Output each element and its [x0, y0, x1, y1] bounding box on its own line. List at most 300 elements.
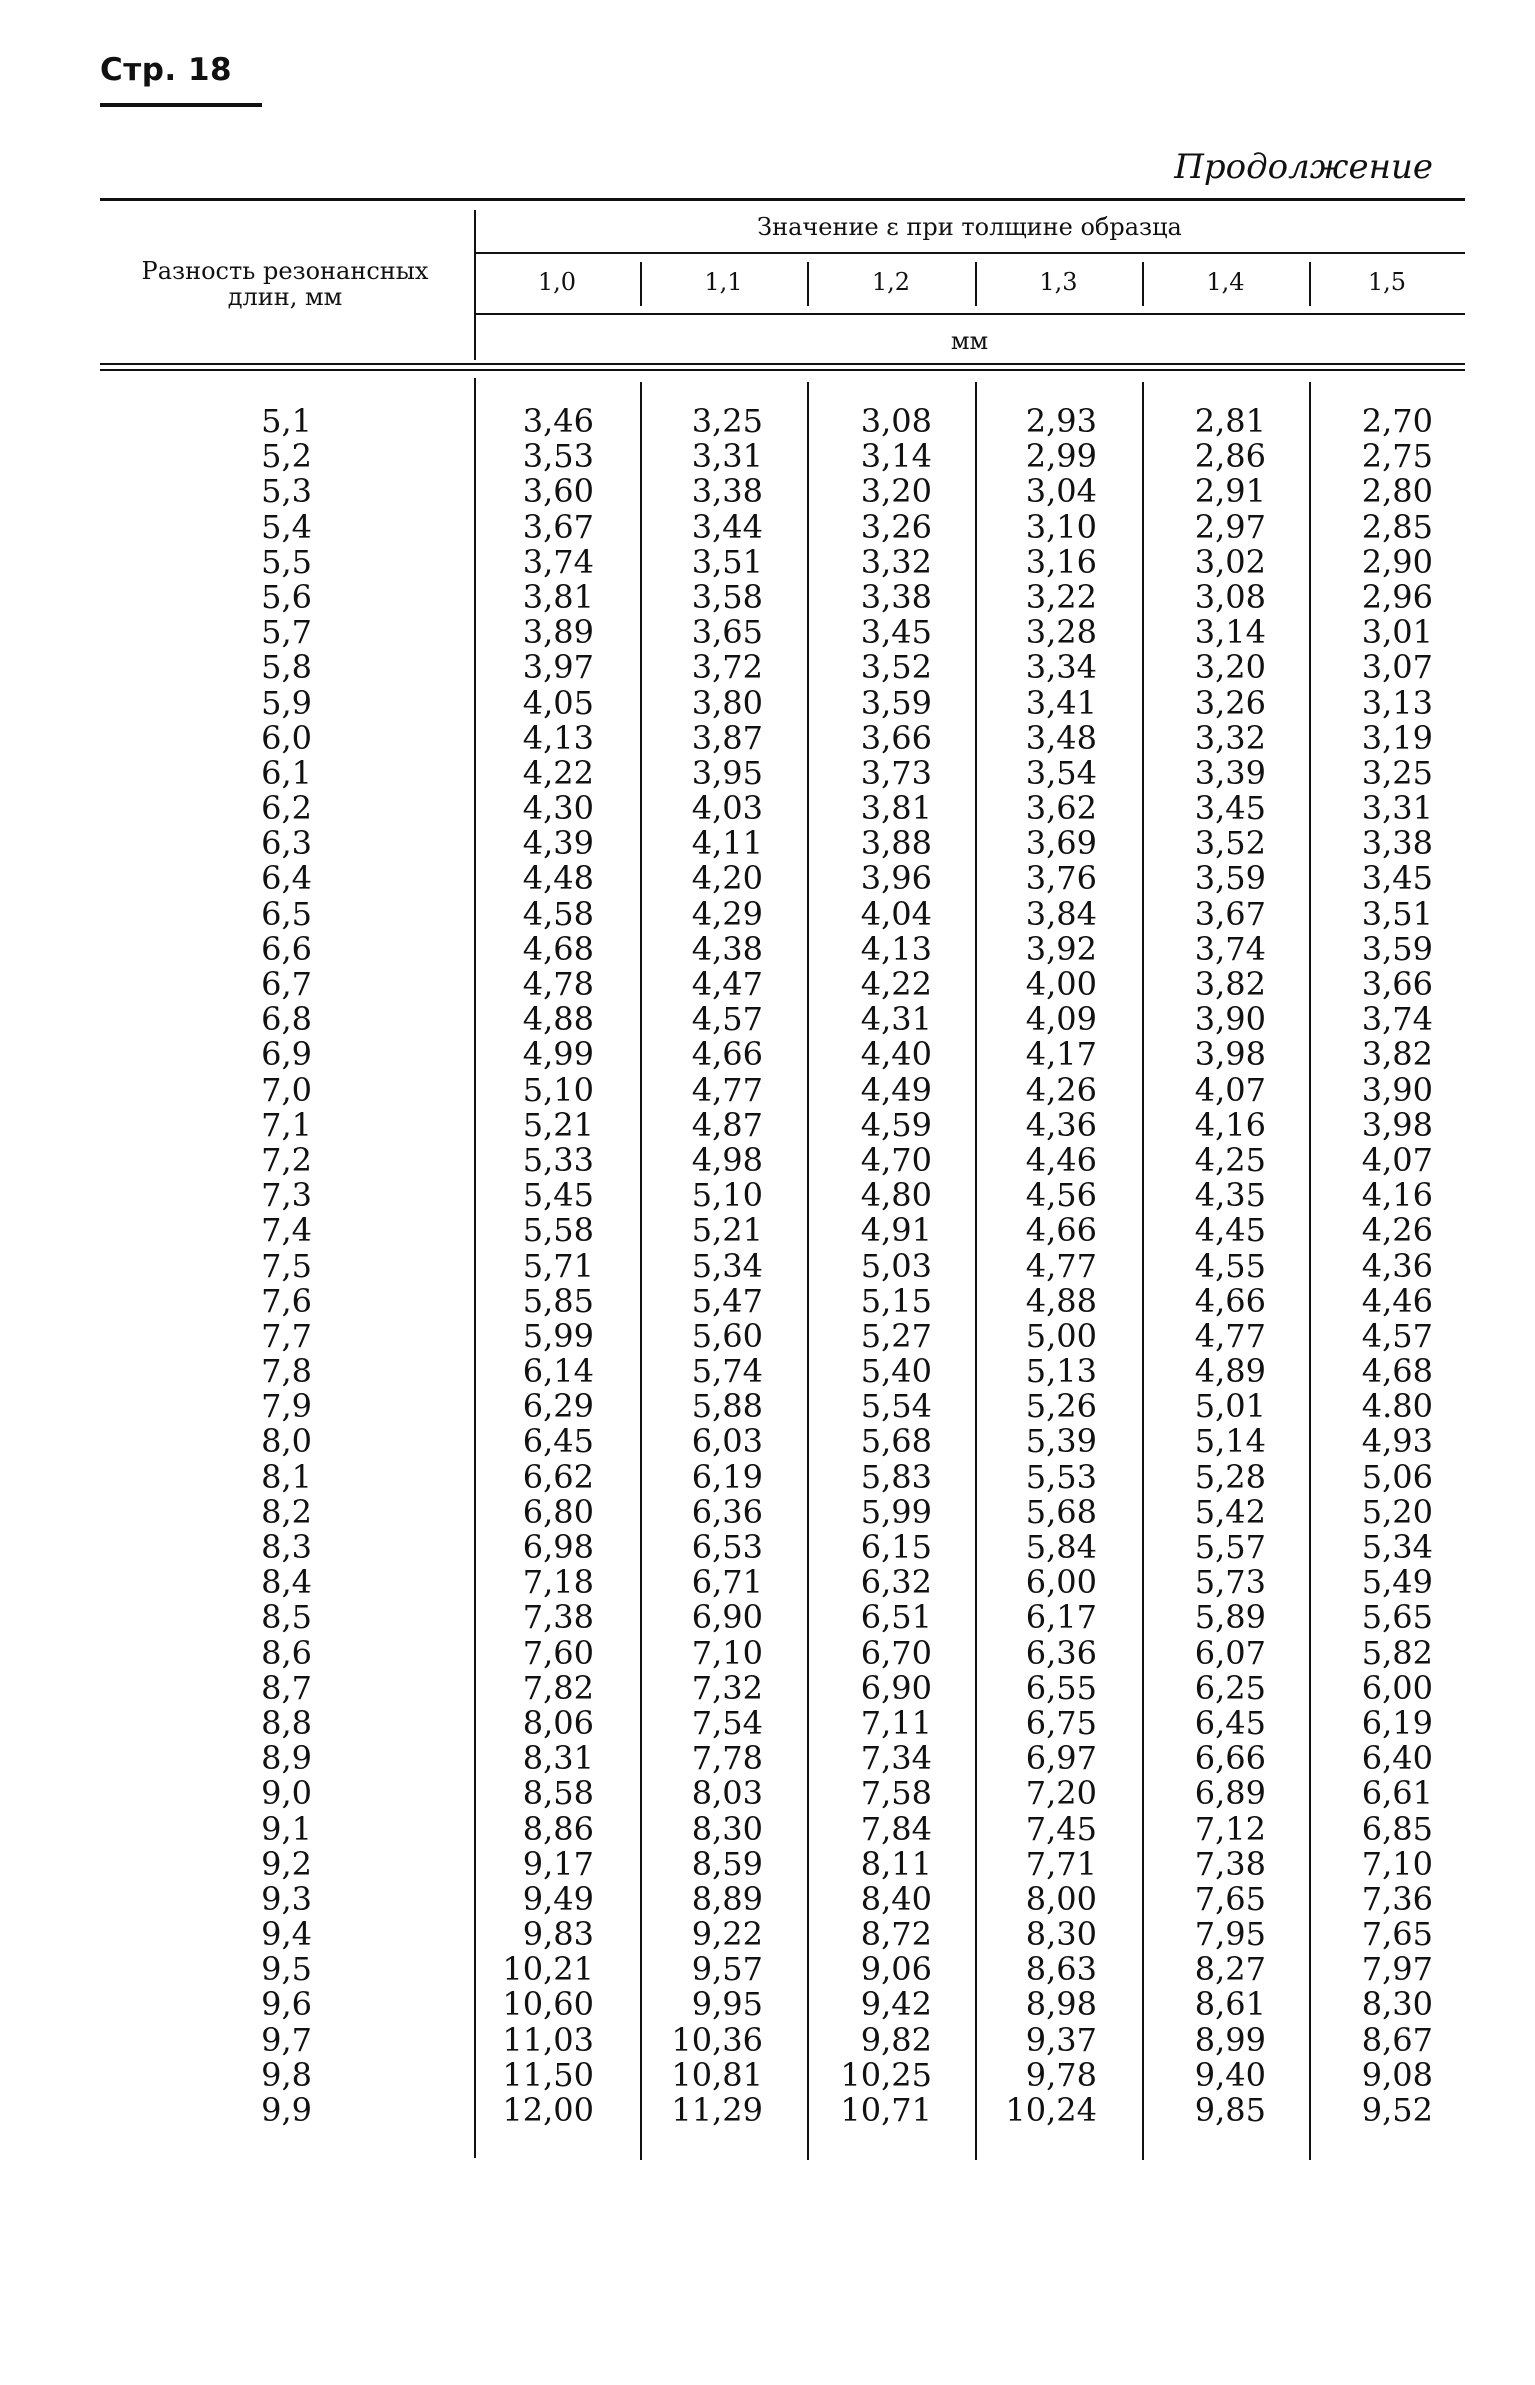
table-cell: 3,25 [1361, 753, 1433, 792]
table-cell: 4,98 [691, 1140, 763, 1179]
table-cell: 6,19 [1361, 1703, 1433, 1742]
table-cell: 5,53 [1025, 1457, 1097, 1496]
table-cell: 7,10 [691, 1633, 763, 1672]
table-cell: 6,00 [1025, 1563, 1097, 1602]
table-cell: 3,73 [860, 753, 932, 792]
table-cell: 3,51 [1361, 894, 1433, 933]
table-cell: 8,40 [860, 1879, 932, 1918]
table-cell: 2,81 [1194, 402, 1266, 440]
table-cell: 6,75 [1025, 1703, 1097, 1742]
row-label-cell: 9,2 [261, 1844, 312, 1883]
table-cell: 3,88 [860, 824, 932, 863]
table-cell: 5,33 [522, 1140, 594, 1179]
row-label-cell: 7,2 [261, 1140, 312, 1179]
table-cell: 5,20 [1361, 1492, 1433, 1531]
row-label-cell: 6,3 [261, 824, 312, 863]
table-cell: 6,90 [691, 1598, 763, 1637]
table-cell: 4,78 [522, 965, 594, 1003]
table-cell: 10,81 [671, 2055, 763, 2094]
row-label-cell: 8,1 [261, 1457, 312, 1496]
table-cell: 3,60 [522, 472, 594, 511]
table-cell: 5,34 [1361, 1528, 1433, 1566]
table-cell: 5,74 [691, 1352, 763, 1391]
table-cell: 9,06 [860, 1950, 932, 1989]
table-cell: 2,99 [1025, 437, 1097, 476]
table-cell: 3,98 [1361, 1105, 1433, 1144]
table-cell: 11,29 [671, 2091, 763, 2129]
table-cell: 7,95 [1194, 1915, 1266, 1954]
row-label-cell: 7,3 [261, 1176, 312, 1215]
row-label-cell: 8,0 [261, 1422, 312, 1461]
table-cell: 4,91 [860, 1211, 932, 1250]
table-cell: 3,82 [1361, 1035, 1433, 1074]
table-cell: 5,10 [691, 1176, 763, 1215]
table-cell: 8,72 [860, 1915, 932, 1954]
table-cell: 7,97 [1361, 1950, 1433, 1989]
table-cell: 7,84 [860, 1809, 932, 1848]
row-label-cell: 5,8 [261, 648, 312, 687]
table-cell: 3,62 [1025, 789, 1097, 828]
thickness-column-header: 1,2 [871, 268, 911, 296]
table-cell: 5,60 [691, 1316, 763, 1355]
row-label-cell: 6,0 [261, 718, 312, 757]
table-cell: 4.80 [1361, 1387, 1433, 1426]
table-cell: 6,36 [691, 1492, 763, 1531]
table-cell: 3,39 [1194, 753, 1266, 792]
table-cell: 4,89 [1194, 1352, 1266, 1391]
table-cell: 9,17 [522, 1844, 594, 1883]
table-cell: 8,03 [691, 1774, 763, 1813]
table-cell: 3,81 [522, 577, 594, 616]
table-cell: 5,14 [1194, 1422, 1266, 1461]
table-cell: 4,00 [1025, 965, 1097, 1003]
table-cell: 7,12 [1194, 1809, 1266, 1848]
table-cell: 3,53 [522, 437, 594, 476]
table-cell: 3,20 [860, 472, 932, 511]
table-cell: 3,52 [1194, 824, 1266, 863]
thickness-column-header: 1,5 [1367, 268, 1407, 296]
table-cell: 7,36 [1361, 1879, 1433, 1918]
table-cell: 3,02 [1194, 542, 1266, 581]
epsilon-column [613, 404, 763, 2128]
table-cell: 3,08 [860, 402, 932, 440]
header-bottom-rule-2 [100, 369, 1465, 371]
table-cell: 3,87 [691, 718, 763, 757]
table-cell: 9,49 [522, 1879, 594, 1918]
table-cell: 3,72 [691, 648, 763, 687]
table-cell: 4,66 [1025, 1211, 1097, 1250]
row-label-cell: 9,4 [261, 1915, 312, 1954]
table-cell: 3,95 [691, 753, 763, 792]
table-cell: 3,26 [860, 507, 932, 546]
group-header-title: Значение ε при толщине образца [757, 213, 1182, 241]
table-cell: 5,83 [860, 1457, 932, 1496]
table-cell: 3,54 [1025, 753, 1097, 792]
table-cell: 5,26 [1025, 1387, 1097, 1426]
page-number: Стр. 18 [100, 52, 233, 88]
table-cell: 6,29 [522, 1387, 594, 1426]
table-cell: 6,45 [522, 1422, 594, 1461]
row-label-cell: 6,4 [261, 859, 312, 898]
row-label-cell: 6,5 [261, 894, 312, 933]
table-cell: 3,76 [1025, 859, 1097, 898]
table-cell: 7,10 [1361, 1844, 1433, 1883]
thickness-column-header: 1,1 [704, 268, 743, 296]
table-cell: 5,58 [522, 1211, 594, 1250]
table-cell: 3,66 [860, 718, 932, 757]
table-cell: 2,80 [1361, 472, 1433, 511]
table-cell: 4,57 [1361, 1316, 1433, 1355]
table-cell: 5,01 [1194, 1387, 1266, 1426]
table-cell: 4,47 [691, 965, 763, 1003]
table-cell: 8,86 [522, 1809, 594, 1848]
row-label-cell: 6,8 [261, 1000, 312, 1039]
table-cell: 4,99 [522, 1035, 594, 1074]
table-cell: 3,96 [860, 859, 932, 898]
table-cell: 6,40 [1361, 1739, 1433, 1778]
table-cell: 5,57 [1194, 1528, 1266, 1566]
table-cell: 5,68 [1025, 1492, 1097, 1531]
table-cell: 6,51 [860, 1598, 932, 1637]
table-cell: 4,30 [522, 789, 594, 828]
table-cell: 4,46 [1025, 1140, 1097, 1179]
table-cell: 5,15 [860, 1281, 932, 1320]
row-label-cell: 7,1 [261, 1105, 312, 1144]
table-cell: 2,75 [1361, 437, 1433, 476]
row-header-label: Разность резонансных длин, мм [141, 257, 429, 311]
table-cell: 3,97 [522, 648, 594, 687]
table-cell: 2,90 [1361, 542, 1433, 581]
table-cell: 4,49 [860, 1070, 932, 1109]
table-cell: 4,93 [1361, 1422, 1433, 1461]
table-cell: 11,03 [502, 2020, 594, 2059]
table-cell: 3,48 [1025, 718, 1097, 757]
unit-label: мм [950, 327, 989, 355]
table-cell: 5,99 [522, 1316, 594, 1355]
table-cell: 9,22 [691, 1915, 763, 1954]
table-cell: 8,27 [1194, 1950, 1266, 1989]
row-label-cell: 5,7 [261, 613, 312, 652]
table-cell: 5,42 [1194, 1492, 1266, 1531]
table-cell: 4,48 [522, 859, 594, 898]
table-cell: 4,80 [860, 1176, 932, 1215]
row-label-cell: 8,2 [261, 1492, 312, 1531]
table-cell: 4,38 [691, 929, 763, 968]
row-label-cell: 7,8 [261, 1352, 312, 1391]
table-cell: 6,97 [1025, 1739, 1097, 1778]
table-cell: 2,70 [1361, 402, 1433, 440]
table-cell: 11,50 [502, 2055, 594, 2094]
table-cell: 3,92 [1025, 929, 1097, 968]
table-cell: 2,96 [1361, 577, 1433, 616]
table-cell: 4,36 [1361, 1246, 1433, 1285]
table-cell: 5,21 [691, 1211, 763, 1250]
table-cell: 3,26 [1194, 683, 1266, 722]
table-cell: 4,03 [691, 789, 763, 828]
row-label-cell: 5,9 [261, 683, 312, 722]
row-label-cell: 9,8 [261, 2055, 312, 2094]
table-cell: 10,21 [502, 1950, 594, 1989]
table-cell: 4,11 [691, 824, 763, 863]
table-cell: 6,17 [1025, 1598, 1097, 1637]
row-label-cell: 8,4 [261, 1563, 312, 1602]
table-cell: 3,74 [522, 542, 594, 581]
table-cell: 6,14 [522, 1352, 594, 1391]
table-cell: 6,55 [1025, 1668, 1097, 1707]
table-cell: 3,67 [522, 507, 594, 546]
table-cell: 4,56 [1025, 1176, 1097, 1215]
table-cell: 8,99 [1194, 2020, 1266, 2059]
table-cell: 8,06 [522, 1703, 594, 1742]
table-cell: 6,25 [1194, 1668, 1266, 1707]
table-cell: 4,77 [1194, 1316, 1266, 1355]
table-cell: 4,31 [860, 1000, 932, 1039]
table-cell: 3,16 [1025, 542, 1097, 581]
table-cell: 6,85 [1361, 1809, 1433, 1848]
table-cell: 3,89 [522, 613, 594, 652]
thickness-column-header: 1,4 [1206, 268, 1245, 296]
table-cell: 3,13 [1361, 683, 1433, 722]
row-label-cell: 9,6 [261, 1985, 312, 2024]
table-cell: 4,46 [1361, 1281, 1433, 1320]
row-label-cell: 7,0 [261, 1070, 312, 1109]
row-label-cell: 7,9 [261, 1387, 312, 1426]
table-cell: 5,85 [522, 1281, 594, 1320]
table-cell: 6,19 [691, 1457, 763, 1496]
table-cell: 4,36 [1025, 1105, 1097, 1144]
table-cell: 3,52 [860, 648, 932, 687]
table-cell: 5,39 [1025, 1422, 1097, 1461]
table-cell: 4,68 [1361, 1352, 1433, 1391]
table-cell: 2,86 [1194, 437, 1266, 476]
table-cell: 4,55 [1194, 1246, 1266, 1285]
table-cell: 2,91 [1194, 472, 1266, 511]
table-cell: 4,45 [1194, 1211, 1266, 1250]
table-cell: 3,19 [1361, 718, 1433, 757]
table-cell: 7,54 [691, 1703, 763, 1742]
table-cell: 4,22 [860, 965, 932, 1003]
epsilon-column [444, 404, 594, 2128]
resonance-difference-column [162, 404, 312, 2128]
table-cell: 3,84 [1025, 894, 1097, 933]
table-cell: 3,25 [691, 402, 763, 440]
table-cell: 6,62 [522, 1457, 594, 1496]
table-cell: 9,37 [1025, 2020, 1097, 2059]
row-label-cell: 8,7 [261, 1668, 312, 1707]
table-cell: 4,29 [691, 894, 763, 933]
table-cell: 3,45 [1194, 789, 1266, 828]
table-cell: 5,10 [522, 1070, 594, 1109]
row-label-cell: 5,5 [261, 542, 312, 581]
table-cell: 9,82 [860, 2020, 932, 2059]
table-cell: 2,85 [1361, 507, 1433, 546]
table-cell: 3,59 [860, 683, 932, 722]
table-cell: 7,18 [522, 1563, 594, 1602]
table-cell: 9,78 [1025, 2055, 1097, 2094]
table-cell: 3,32 [1194, 718, 1266, 757]
table-cell: 6,53 [691, 1528, 763, 1566]
table-cell: 4,26 [1361, 1211, 1433, 1250]
thickness-header-rule [474, 313, 1465, 315]
table-cell: 5,45 [522, 1176, 594, 1215]
table-cell: 6,90 [860, 1668, 932, 1707]
table-cell: 12,00 [502, 2091, 594, 2129]
row-label-cell: 8,8 [261, 1703, 312, 1742]
row-label-cell: 7,5 [261, 1246, 312, 1285]
table-cell: 7,65 [1194, 1879, 1266, 1918]
table-cell: 4,26 [1025, 1070, 1097, 1109]
table-cell: 3,08 [1194, 577, 1266, 616]
table-cell: 4,13 [860, 929, 932, 968]
table-cell: 10,60 [502, 1985, 594, 2024]
table-cell: 5,21 [522, 1105, 594, 1144]
table-cell: 3,01 [1361, 613, 1433, 652]
table-cell: 6,66 [1194, 1739, 1266, 1778]
table-cell: 6,70 [860, 1633, 932, 1672]
table-cell: 10,36 [671, 2020, 763, 2059]
table-cell: 3,28 [1025, 613, 1097, 652]
table-cell: 4,58 [522, 894, 594, 933]
table-cell: 5,13 [1025, 1352, 1097, 1391]
table-cell: 4,40 [860, 1035, 932, 1074]
row-label-cell: 6,6 [261, 929, 312, 968]
table-cell: 5,71 [522, 1246, 594, 1285]
table-cell: 8,63 [1025, 1950, 1097, 1989]
table-cell: 10,25 [840, 2055, 932, 2094]
row-label-cell: 8,5 [261, 1598, 312, 1637]
table-cell: 3,90 [1194, 1000, 1266, 1039]
table-cell: 9,83 [522, 1915, 594, 1954]
table-cell: 7,71 [1025, 1844, 1097, 1883]
table-cell: 4,16 [1194, 1105, 1266, 1144]
epsilon-column [1116, 404, 1266, 2128]
table-cell: 3,58 [691, 577, 763, 616]
table-cell: 7,58 [860, 1774, 932, 1813]
table-cell: 4,57 [691, 1000, 763, 1039]
table-cell: 8,30 [1025, 1915, 1097, 1954]
table-cell: 6,80 [522, 1492, 594, 1531]
epsilon-column [1283, 404, 1433, 2128]
table-cell: 6,98 [522, 1528, 594, 1566]
group-header-rule [474, 252, 1465, 254]
table-cell: 8,67 [1361, 2020, 1433, 2059]
table-cell: 5,73 [1194, 1563, 1266, 1602]
row-label-cell: 6,7 [261, 965, 312, 1003]
thickness-column-header: 1,0 [537, 268, 577, 296]
table-cell: 5,82 [1361, 1633, 1433, 1672]
row-label-cell: 7,4 [261, 1211, 312, 1250]
table-cell: 4,87 [691, 1105, 763, 1144]
table-cell: 3,31 [1361, 789, 1433, 828]
table-cell: 4,39 [522, 824, 594, 863]
table-cell: 8,59 [691, 1844, 763, 1883]
table-cell: 6,61 [1361, 1774, 1433, 1813]
table-cell: 4,20 [691, 859, 763, 898]
table-cell: 5,03 [860, 1246, 932, 1285]
table-cell: 3,14 [1194, 613, 1266, 652]
table-cell: 5,65 [1361, 1598, 1433, 1637]
table-cell: 3,34 [1025, 648, 1097, 687]
table-cell: 8,61 [1194, 1985, 1266, 2024]
table-cell: 5,40 [860, 1352, 932, 1391]
table-cell: 4,77 [1025, 1246, 1097, 1285]
row-label-cell: 8,6 [261, 1633, 312, 1672]
table-cell: 6,15 [860, 1528, 932, 1566]
table-cell: 4,35 [1194, 1176, 1266, 1215]
table-cell: 3,74 [1361, 1000, 1433, 1039]
table-cell: 2,93 [1025, 402, 1097, 440]
table-cell: 3,51 [691, 542, 763, 581]
table-cell: 4,88 [1025, 1281, 1097, 1320]
table-cell: 7,32 [691, 1668, 763, 1707]
table-cell: 2,97 [1194, 507, 1266, 546]
epsilon-column [782, 404, 932, 2128]
table-cell: 8,98 [1025, 1985, 1097, 2024]
table-cell: 3,38 [691, 472, 763, 511]
table-cell: 3,81 [860, 789, 932, 828]
table-cell: 5,89 [1194, 1598, 1266, 1637]
table-cell: 3,07 [1361, 648, 1433, 687]
table-cell: 3,67 [1194, 894, 1266, 933]
table-cell: 3,98 [1194, 1035, 1266, 1074]
table-cell: 8,11 [860, 1844, 932, 1883]
table-cell: 3,82 [1194, 965, 1266, 1003]
table-cell: 9,57 [691, 1950, 763, 1989]
table-cell: 4,70 [860, 1140, 932, 1179]
table-cell: 7,34 [860, 1739, 932, 1778]
table-cell: 4,07 [1194, 1070, 1266, 1109]
table-cell: 5,06 [1361, 1457, 1433, 1496]
table-cell: 7,65 [1361, 1915, 1433, 1954]
table-cell: 5,27 [860, 1316, 932, 1355]
table-cell: 3,41 [1025, 683, 1097, 722]
row-label-cell: 9,1 [261, 1809, 312, 1848]
table-cell: 9,52 [1361, 2091, 1433, 2129]
row-label-cell: 5,4 [261, 507, 312, 546]
thickness-column-header: 1,3 [1039, 268, 1078, 296]
table-cell: 4,22 [522, 753, 594, 792]
row-label-cell: 9,0 [261, 1774, 312, 1813]
row-label-cell: 6,9 [261, 1035, 312, 1074]
header-bottom-rule-1 [100, 363, 1465, 365]
table-cell: 4,59 [860, 1105, 932, 1144]
row-label-cell: 7,7 [261, 1316, 312, 1355]
epsilon-column [947, 404, 1097, 2128]
table-cell: 4,88 [522, 1000, 594, 1039]
row-label-cell: 8,3 [261, 1528, 312, 1566]
row-label-cell: 7,6 [261, 1281, 312, 1320]
table-cell: 8,58 [522, 1774, 594, 1813]
table-cell: 9,08 [1361, 2055, 1433, 2094]
table-cell: 6,32 [860, 1563, 932, 1602]
table-cell: 4,07 [1361, 1140, 1433, 1179]
row-label-cell: 5,3 [261, 472, 312, 511]
table-cell: 3,22 [1025, 577, 1097, 616]
table-cell: 6,00 [1361, 1668, 1433, 1707]
table-cell: 6,07 [1194, 1633, 1266, 1672]
table-cell: 7,60 [522, 1633, 594, 1672]
table-cell: 3,31 [691, 437, 763, 476]
table-cell: 5,34 [691, 1246, 763, 1285]
table-cell: 8,30 [1361, 1985, 1433, 2024]
table-cell: 9,40 [1194, 2055, 1266, 2094]
table-cell: 8,89 [691, 1879, 763, 1918]
table-cell: 5,99 [860, 1492, 932, 1531]
table-cell: 5,47 [691, 1281, 763, 1320]
table-cell: 3,59 [1361, 929, 1433, 968]
row-label-cell: 5,2 [261, 437, 312, 476]
row-label-cell: 9,5 [261, 1950, 312, 1989]
